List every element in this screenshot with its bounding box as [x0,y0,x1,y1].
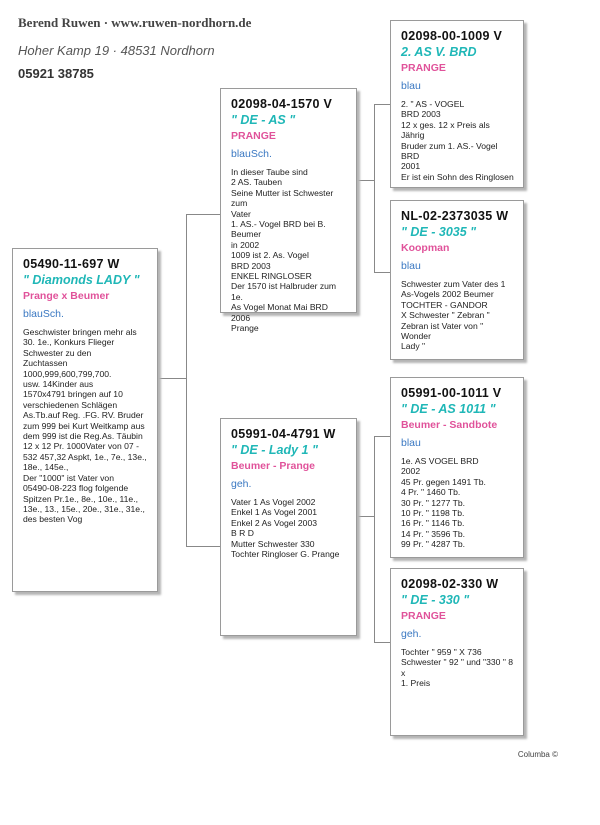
father-ring-number: 02098-04-1570 V [231,97,333,111]
fm-breeder: Koopman [401,242,450,254]
connector-subject-stem [158,378,186,379]
connector-mf [374,436,390,437]
connector-ff [374,104,390,105]
mother-notes: Vater 1 As Vogel 2002 Enkel 1 As Vogel 2001 Enkel 2 As Vogel 2003 B R D Mutter Schwester 330 Tochter Ringloser G. Prange [231,497,340,560]
subject-ring-number: 05490-11-697 W [23,257,120,271]
mm-ring-number: 02098-02-330 W [401,577,499,591]
maternal-grandfather-card [390,377,524,558]
ff-color: blau [401,80,421,92]
mother-pigeon-name: " DE - Lady 1 " [231,443,318,457]
mother-card [220,418,357,636]
subject-notes: Geschwister bringen mehr als 30. 1e., Konkurs Flieger Schwester zu den Zuchtassen 1000,999,600,799,700. usw. 14Kinder aus 1570x4791 bringen auf 10 verschiedenen Schlägen As.Tb.auf Reg. .FG. RV. Bruder zum 999 bei Kurt Weitkamp aus dem 999 ist die Reg.As. Täubin 12 x 12 Pr. 1000Vater von 07 - 532 457,32 Aspkt, 1e., 7e., 13e., 18e., 145e., Der "1000" ist Vater von 05490-08-223 flog folgende Spitzen Pr.1e., 8e., 10e., 11e., 13e., 13., 15e., 20e., 31e., 31e., des besten Vog [23,327,147,525]
subject-card [12,248,158,592]
connector-mother-stem [357,516,374,517]
father-color: blauSch. [231,148,272,160]
fm-pigeon-name: " DE - 3035 " [401,225,477,239]
mm-breeder: PRANGE [401,610,446,622]
ff-pigeon-name: 2. AS V. BRD [401,45,477,59]
connector-mm [374,642,390,643]
paternal-grandmother-card [390,200,524,360]
mother-ring-number: 05991-04-4791 W [231,427,336,441]
connector-fm [374,272,390,273]
breeder-address: Hoher Kamp 19 · 48531 Nordhorn [18,43,215,58]
subject-color: blauSch. [23,308,64,320]
father-breeder: PRANGE [231,130,276,142]
connector-father [186,214,220,215]
mf-color: blau [401,437,421,449]
mother-breeder: Beumer - Prange [231,460,316,472]
mf-ring-number: 05991-00-1011 V [401,386,502,400]
ff-ring-number: 02098-00-1009 V [401,29,503,43]
father-notes: In dieser Taube sind 2 AS. Tauben Seine Mutter ist Schwester zum Vater 1. AS.- Vogel BRD bei B. Beumer in 2002 1009 ist 2. As. Vogel BRD 2003 ENKEL RINGLOSER Der 1570 ist Halbruder zum 1e. As Vogel Monat Mai BRD 2006 Prange [231,167,337,334]
breeder-name: Berend Ruwen · www.ruwen-nordhorn.de [18,15,252,30]
mm-pigeon-name: " DE - 330 " [401,593,470,607]
connector-father-stem [357,180,374,181]
fm-color: blau [401,260,421,272]
subject-pigeon-name: " Diamonds LADY " [23,273,140,287]
father-pigeon-name: " DE - AS " [231,113,296,127]
ff-notes: 2. " AS - VOGEL BRD 2003 12 x ges. 12 x Preis als Jährig Bruder zum 1. AS.- Vogel BRD 2001 Er ist ein Sohn des Ringlosen [401,99,514,182]
mf-notes: 1e. AS VOGEL BRD 2002 45 Pr. gegen 1491 Tb. 4 Pr. " 1460 Tb. 30 Pr. " 1277 Tb. 10 Pr. " 1198 Tb. 16 Pr. " 1146 Tb. 14 Pr. " 3596 Tb. 99 Pr. " 4287 Tb. [401,456,486,550]
paternal-grandfather-card [390,20,524,188]
mf-breeder: Beumer - Sandbote [401,419,498,431]
connector-gen1-vertical [186,214,187,546]
mf-pigeon-name: " DE - AS 1011 " [401,402,496,416]
connector-gen2a-vertical [374,104,375,272]
maternal-grandmother-card [390,568,524,736]
mother-color: geh. [231,478,252,490]
fm-ring-number: NL-02-2373035 W [401,209,509,223]
fm-notes: Schwester zum Vater des 1 As-Vogels 2002 Beumer TOCHTER - GANDOR X Schwester " Zebran " Zebran ist Vater von " Wonder Lady " [401,279,506,352]
mm-color: geh. [401,628,422,640]
connector-mother [186,546,220,547]
father-card [220,88,357,334]
connector-gen2b-vertical [374,436,375,642]
subject-breeder: Prange x Beumer [23,290,110,302]
ff-breeder: PRANGE [401,62,446,74]
breeder-phone: 05921 38785 [18,66,94,81]
mm-notes: Tochter " 959 " X 736 Schwester " 92 " und "330 " 8 x 1. Preis [401,647,514,689]
software-credit: Columba © [517,750,558,759]
